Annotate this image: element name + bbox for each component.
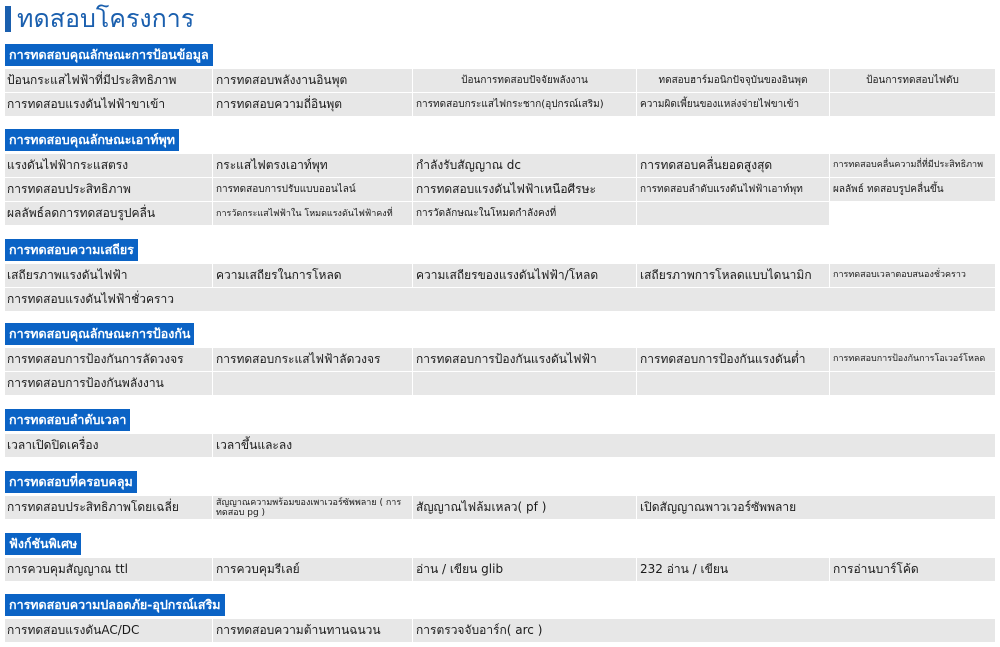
- table-cell: การทดสอบแรงดันไฟฟ้าขาเข้า: [7, 97, 166, 111]
- section-input-characteristics: [5, 44, 995, 117]
- table-cell: สัญญาณไฟล้มเหลว( pf ): [412, 496, 636, 519]
- table-row: [5, 154, 995, 178]
- title-accent-bar: [5, 6, 11, 32]
- section-protection: [5, 323, 995, 396]
- table-cell: 232 อ่าน / เขียน: [636, 558, 829, 581]
- table-row: [5, 372, 995, 396]
- section-header: การทดสอบลำดับเวลา: [5, 409, 130, 431]
- table-cell: เปิดสัญญาณพาวเวอร์ซัพพลาย: [636, 496, 995, 519]
- table-cell: อ่าน / เขียน glib: [412, 558, 636, 581]
- table-cell: การวัดกระแสไฟฟ้าใน โหมดแรงดันไฟฟ้าคงที่: [212, 202, 412, 225]
- table-cell: สัญญาณความพร้อมของเพาเวอร์ซัพพลาย ( การทดสอบ pg ): [212, 496, 412, 519]
- table-cell: การทดสอบประสิทธิภาพโดยเฉลี่ย: [7, 500, 179, 514]
- table-cell: การทดสอบการป้องกันพลังงาน: [7, 376, 164, 390]
- table-row: [5, 558, 995, 582]
- table-row: [5, 178, 995, 202]
- table-cell: ความผิดเพี้ยนของแหล่งจ่ายไฟขาเข้า: [636, 93, 829, 116]
- table-cell: การทดสอบคลื่นยอดสูงสุด: [636, 154, 829, 177]
- table-row: [5, 264, 995, 288]
- table-cell: ความเสถียรของแรงดันไฟฟ้า/โหลด: [412, 264, 636, 287]
- page-title: ทดสอบโครงการ: [17, 4, 195, 33]
- table-cell: การทดสอบความต้านทานฉนวน: [212, 619, 412, 642]
- table-cell: กระแสไฟตรงเอาท์พุท: [212, 154, 412, 177]
- table-cell: [636, 372, 829, 395]
- section-header: การทดสอบคุณลักษณะเอาท์พุท: [5, 129, 179, 151]
- section-stability: [5, 239, 995, 312]
- table-cell: เวลาเปิดปิดเครื่อง: [7, 438, 99, 452]
- table-cell: การทดสอบคลื่นความถี่ที่มีประสิทธิภาพ: [829, 154, 995, 177]
- table-cell: เสถียรภาพการโหลดแบบไดนามิก: [636, 264, 829, 287]
- table-cell: การทดสอบแรงดันไฟฟ้าชั่วคราว: [7, 292, 174, 306]
- table-row: [5, 93, 995, 117]
- table-cell: เสถียรภาพแรงดันไฟฟ้า: [7, 268, 128, 282]
- section-header: การทดสอบที่ครอบคลุม: [5, 471, 137, 493]
- section-header: ฟังก์ชันพิเศษ: [5, 533, 81, 555]
- table-row: [5, 288, 995, 312]
- table-cell: กำลังรับสัญญาณ dc: [412, 154, 636, 177]
- section-timing: [5, 409, 995, 458]
- table-cell: ป้อนการทดสอบไฟดับ: [829, 69, 995, 92]
- table-cell: การทดสอบกระแสไฟกระชาก(อุปกรณ์เสริม): [412, 93, 636, 116]
- table-cell: เวลาขึ้นและลง: [212, 434, 995, 457]
- table-cell: ความเสถียรในการโหลด: [212, 264, 412, 287]
- table-cell: การทดสอบการปรับแบบออนไลน์: [212, 178, 412, 201]
- table-cell: แรงดันไฟฟ้ากระแสตรง: [7, 158, 129, 172]
- table-cell: การทดสอบการป้องกันการลัดวงจร: [7, 352, 184, 366]
- table-cell: การทดสอบลำดับแรงดันไฟฟ้าเอาท์พุท: [636, 178, 829, 201]
- table-cell: การทดสอบความถี่อินพุต: [212, 93, 412, 116]
- table-cell: [212, 372, 412, 395]
- table-row: [5, 434, 995, 458]
- table-cell: [829, 93, 995, 116]
- table-cell: การทดสอบการป้องกันแรงดันไฟฟ้า: [412, 348, 636, 371]
- table-cell: การควบคุมรีเลย์: [212, 558, 412, 581]
- section-header: การทดสอบความเสถียร: [5, 239, 138, 261]
- table-cell: การทดสอบประสิทธิภาพ: [7, 182, 131, 196]
- table-cell: [412, 372, 636, 395]
- section-comprehensive: [5, 471, 995, 520]
- table-cell: การทดสอบการป้องกันการโอเวอร์โหลด: [829, 348, 995, 371]
- table-cell: ผลลัพธ์ลดการทดสอบรูปคลื่น: [7, 206, 156, 220]
- section-safety-accessories: [5, 594, 995, 643]
- section-output-characteristics: [5, 129, 995, 226]
- table-row: [5, 69, 995, 93]
- table-cell: ป้อนกระแสไฟฟ้าที่มีประสิทธิภาพ: [7, 73, 177, 87]
- table-cell: [829, 202, 995, 225]
- table-cell: [636, 202, 829, 225]
- table-row: [5, 202, 995, 226]
- table-row: [5, 496, 995, 520]
- table-cell: การวัดลักษณะในโหมดกำลังคงที่: [412, 202, 636, 225]
- table-row: [5, 619, 995, 643]
- table-cell: การควบคุมสัญญาณ ttl: [7, 562, 128, 576]
- page-title-block: [5, 2, 194, 36]
- table-cell: ทดสอบฮาร์มอนิกปัจจุบันของอินพุต: [636, 69, 829, 92]
- table-cell: การทดสอบกระแสไฟฟ้าลัดวงจร: [212, 348, 412, 371]
- section-header: การทดสอบคุณลักษณะการป้อนข้อมูล: [5, 44, 213, 66]
- table-cell: ผลลัพธ์ ทดสอบรูปคลื่นขึ้น: [829, 178, 995, 201]
- table-cell: การอ่านบาร์โค้ด: [829, 558, 995, 581]
- section-header: การทดสอบความปลอดภัย-อุปกรณ์เสริม: [5, 594, 225, 616]
- table-cell: ป้อนการทดสอบปัจจัยพลังงาน: [412, 69, 636, 92]
- table-cell: การทดสอบแรงดันไฟฟ้าเหนือศีรษะ: [412, 178, 636, 201]
- section-header: การทดสอบคุณลักษณะการป้องกัน: [5, 323, 194, 345]
- section-special-functions: [5, 533, 995, 582]
- table-row: [5, 348, 995, 372]
- table-cell: การตรวจจับอาร์ก( arc ): [412, 619, 995, 642]
- table-cell: การทดสอบเวลาตอบสนองชั่วคราว: [829, 264, 995, 287]
- table-cell: การทดสอบพลังงานอินพุต: [212, 69, 412, 92]
- table-cell: การทดสอบแรงดันAC/DC: [7, 623, 140, 637]
- table-cell: การทดสอบการป้องกันแรงดันต่ำ: [636, 348, 829, 371]
- table-cell: [829, 372, 995, 395]
